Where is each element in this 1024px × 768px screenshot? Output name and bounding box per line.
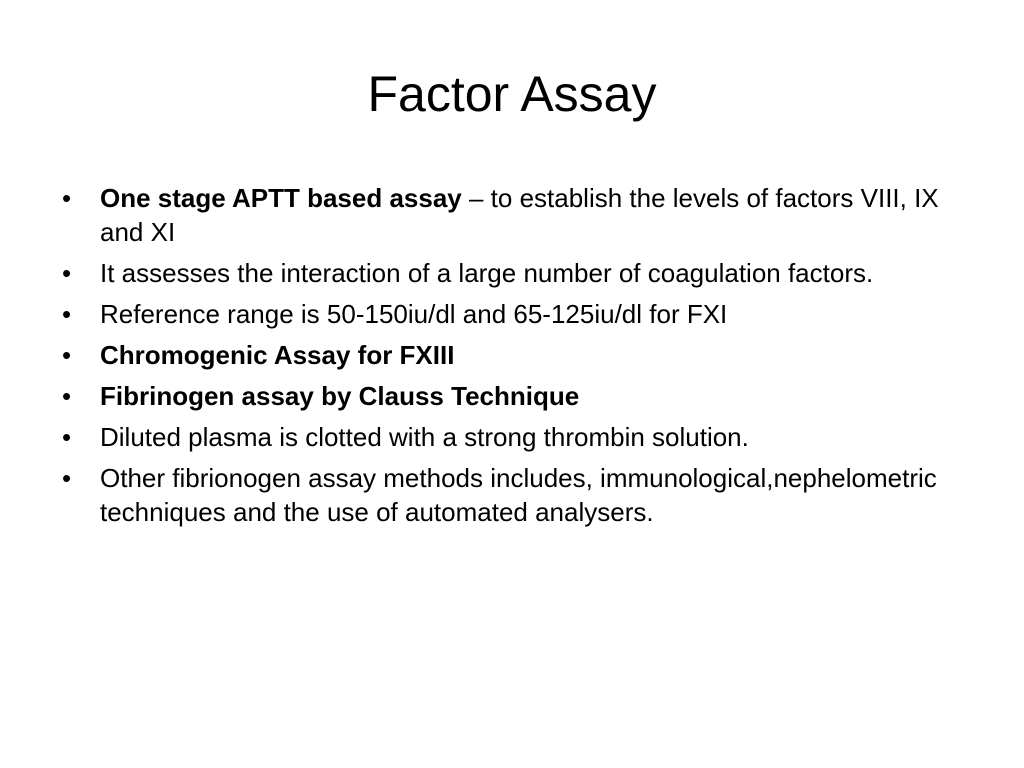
bullet-1-bold-text: One stage APTT based assay	[100, 183, 462, 213]
bullet-icon: •	[62, 381, 72, 411]
bullet-1-text: – to establish the levels of factors VIII, IX and XI	[100, 183, 939, 247]
bullet-list	[62, 181, 972, 536]
bullet-3-text: Reference range is 50-150iu/dl and 65-125iu/dl for FXI	[100, 299, 728, 329]
bullet-item-3	[62, 297, 972, 331]
bullet-icon: •	[62, 422, 72, 452]
bullet-icon: •	[62, 340, 72, 370]
bullet-4-bold-text: Chromogenic Assay for FXIII	[100, 340, 455, 370]
bullet-icon: •	[62, 299, 72, 329]
bullet-7-text: Other fibrionogen assay methods includes, immunological,nephelometric techniques and the use of automated analysers.	[100, 463, 937, 527]
bullet-item-6	[62, 420, 972, 454]
bullet-item-1	[62, 181, 972, 249]
bullet-item-5	[62, 379, 972, 413]
bullet-6-text: Diluted plasma is clotted with a strong thrombin solution.	[100, 422, 749, 452]
bullet-icon: •	[62, 258, 72, 288]
bullet-item-2	[62, 256, 972, 290]
slide-title: Factor Assay	[367, 66, 657, 122]
bullet-2-text: It assesses the interaction of a large number of coagulation factors.	[100, 258, 874, 288]
bullet-icon: •	[62, 463, 72, 493]
bullet-icon: •	[62, 183, 72, 213]
bullet-item-4	[62, 338, 972, 372]
bullet-5-bold-text: Fibrinogen assay by Clauss Technique	[100, 381, 580, 411]
bullet-item-7	[62, 461, 972, 529]
